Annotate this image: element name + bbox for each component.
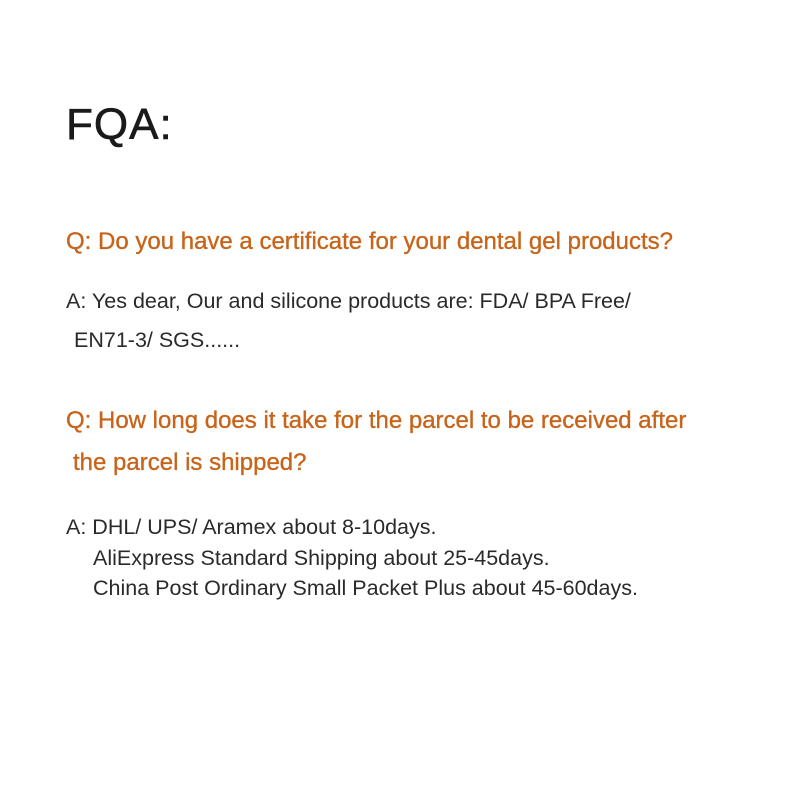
faq-answer-certificate-line-2: EN71-3/ SGS......	[74, 328, 241, 352]
faq-answer-shipping-line-2: AliExpress Standard Shipping about 25-45days.	[93, 546, 550, 570]
faq-question-certificate: Q: Do you have a certificate for your dental gel products?	[66, 228, 673, 255]
faq-answer-shipping-line-1: A: DHL/ UPS/ Aramex about 8-10days.	[66, 515, 437, 539]
faq-question-shipping-line-2: the parcel is shipped?	[73, 449, 307, 476]
faq-answer-certificate-line-1: A: Yes dear, Our and silicone products are: FDA/ BPA Free/	[66, 289, 631, 313]
faq-answer-shipping-line-3: China Post Ordinary Small Packet Plus about 45-60days.	[93, 576, 638, 600]
page-title: FQA:	[66, 100, 173, 149]
faq-question-shipping-line-1: Q: How long does it take for the parcel to be received after	[66, 407, 687, 434]
